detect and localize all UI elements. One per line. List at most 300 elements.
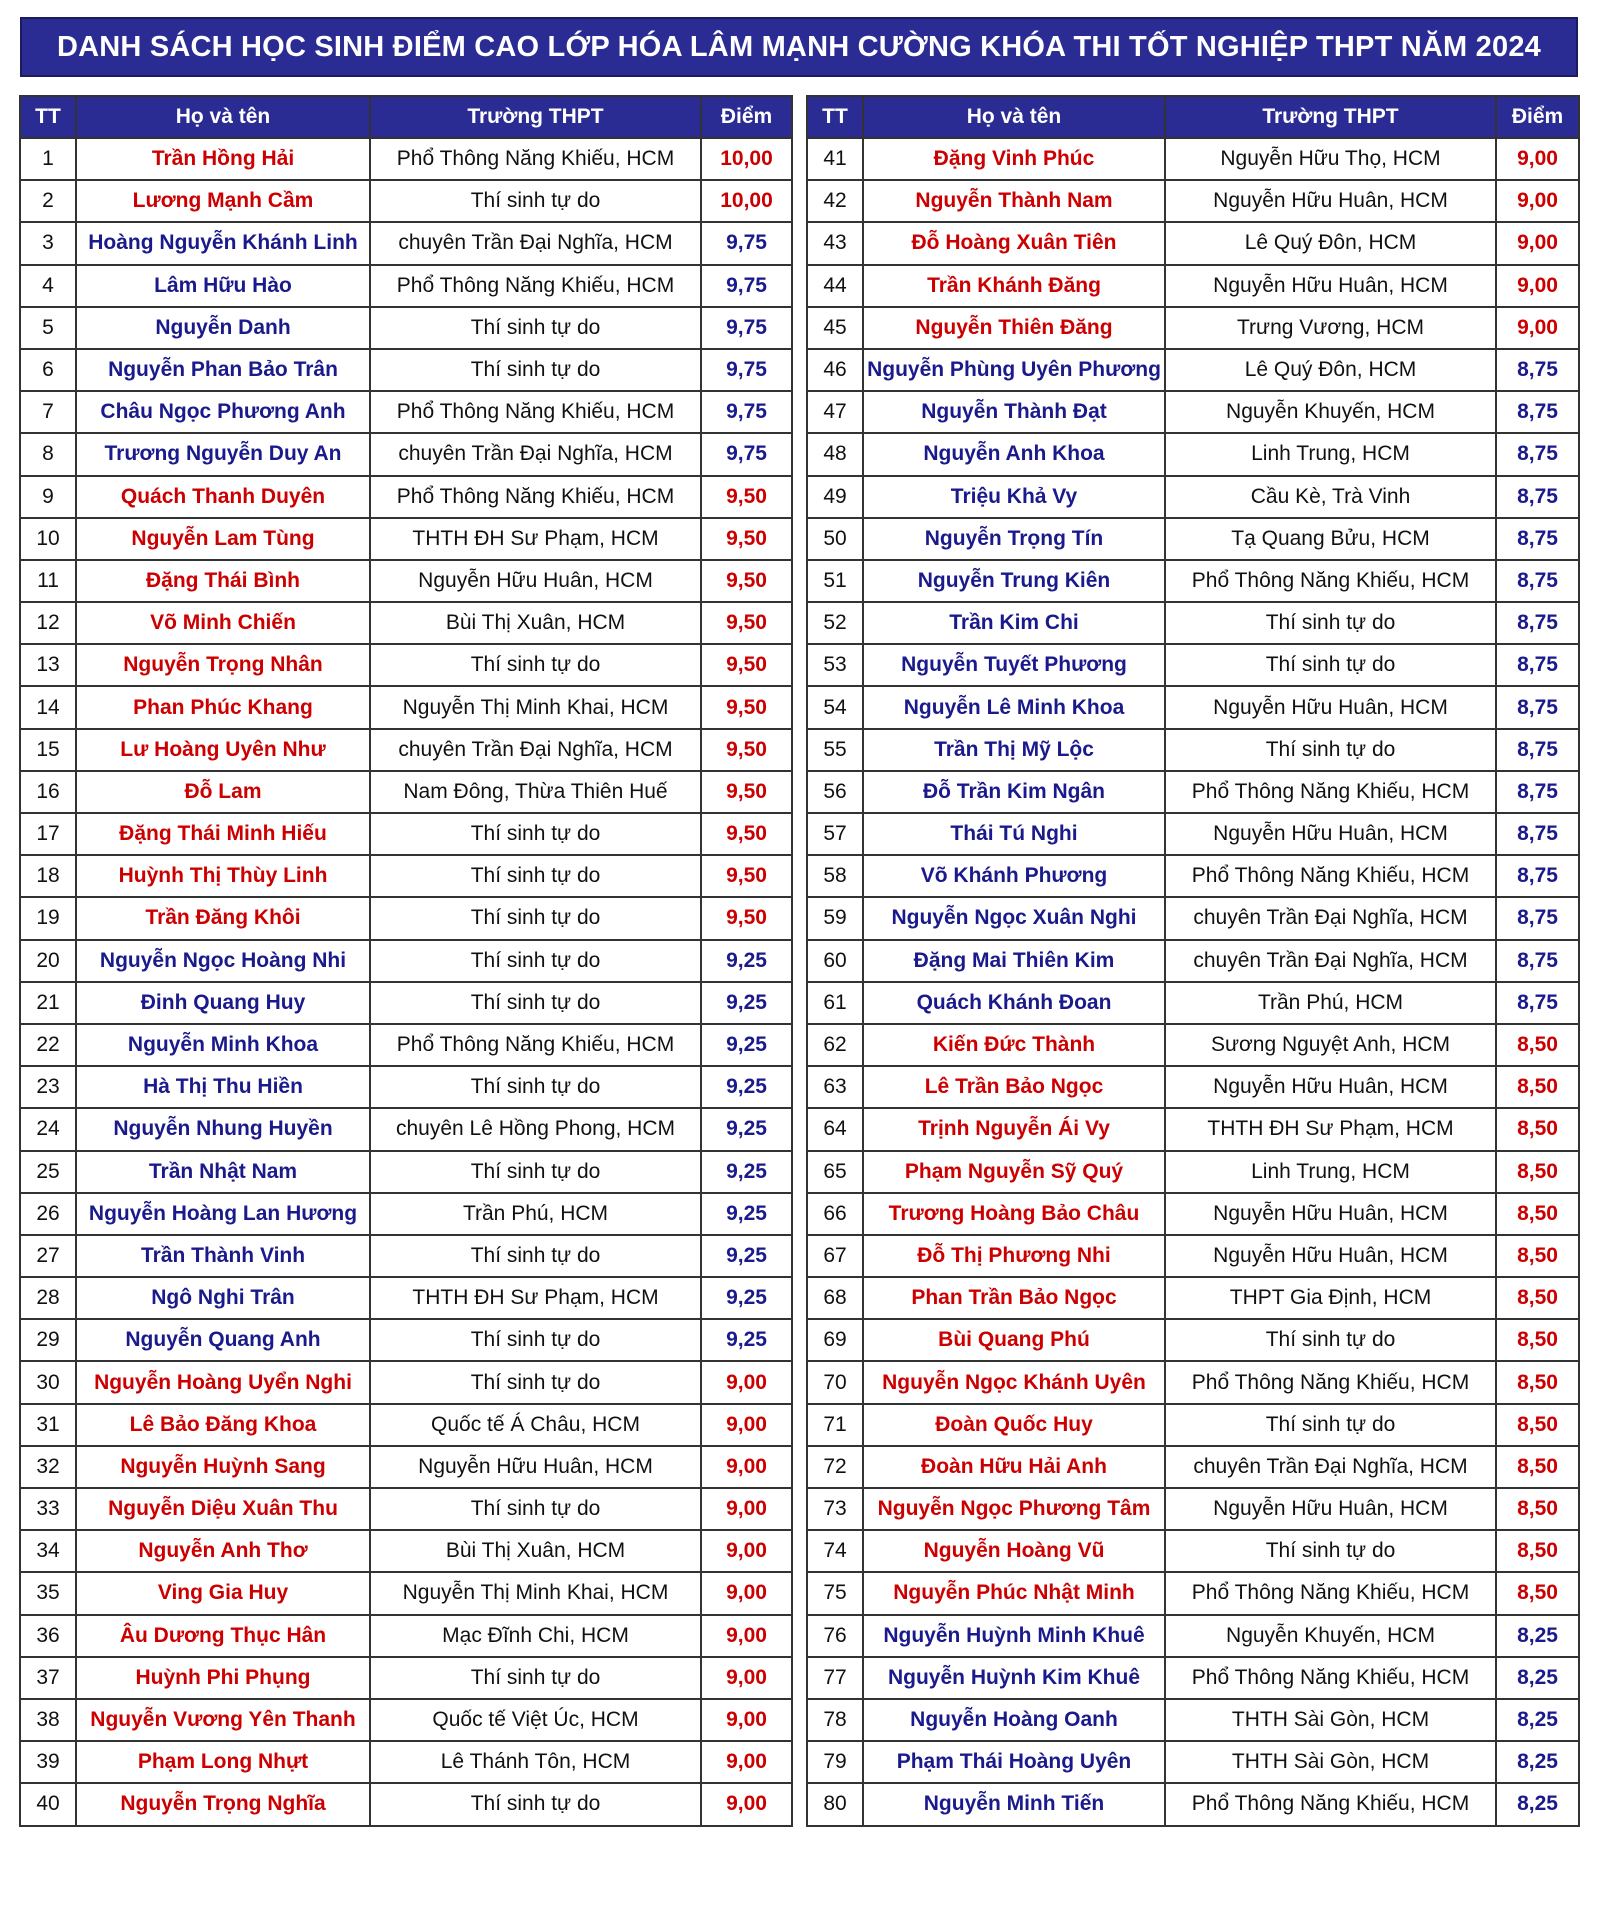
school-name: Thí sinh tự do <box>1165 644 1496 686</box>
row-number: 65 <box>807 1151 863 1193</box>
table-row <box>807 1783 1579 1825</box>
row-number: 27 <box>20 1235 76 1277</box>
score-value: 8,50 <box>1496 1572 1579 1614</box>
table-row <box>20 644 792 686</box>
table-row <box>807 686 1579 728</box>
row-number: 10 <box>20 518 76 560</box>
score-value: 8,25 <box>1496 1783 1579 1825</box>
table-row <box>807 1151 1579 1193</box>
school-name: Thí sinh tự do <box>370 1066 701 1108</box>
student-name: Trịnh Nguyễn Ái Vy <box>863 1108 1165 1150</box>
score-value: 9,25 <box>701 1193 792 1235</box>
school-name: Phổ Thông Năng Khiếu, HCM <box>1165 1361 1496 1403</box>
student-name: Nguyễn Huỳnh Minh Khuê <box>863 1615 1165 1657</box>
student-name: Quách Thanh Duyên <box>76 476 370 518</box>
student-name: Đinh Quang Huy <box>76 982 370 1024</box>
score-value: 8,75 <box>1496 982 1579 1024</box>
row-number: 58 <box>807 855 863 897</box>
row-number: 60 <box>807 940 863 982</box>
student-name: Hoàng Nguyễn Khánh Linh <box>76 222 370 264</box>
table-row <box>807 265 1579 307</box>
row-number: 76 <box>807 1615 863 1657</box>
table-row <box>20 855 792 897</box>
table-row <box>20 391 792 433</box>
school-name: Thí sinh tự do <box>370 1235 701 1277</box>
school-name: Cầu Kè, Trà Vinh <box>1165 476 1496 518</box>
school-name: Nguyễn Hữu Huân, HCM <box>1165 686 1496 728</box>
school-name: Thí sinh tự do <box>370 180 701 222</box>
student-name: Nguyễn Tuyết Phương <box>863 644 1165 686</box>
header-score: Điểm <box>1496 96 1579 138</box>
row-number: 71 <box>807 1404 863 1446</box>
score-value: 8,50 <box>1496 1235 1579 1277</box>
school-name: Nguyễn Hữu Huân, HCM <box>1165 813 1496 855</box>
score-value: 8,75 <box>1496 349 1579 391</box>
score-value: 8,75 <box>1496 391 1579 433</box>
score-value: 9,25 <box>701 1024 792 1066</box>
student-name: Nguyễn Diệu Xuân Thu <box>76 1488 370 1530</box>
table-row <box>807 855 1579 897</box>
row-number: 23 <box>20 1066 76 1108</box>
school-name: Thí sinh tự do <box>370 307 701 349</box>
score-value: 8,25 <box>1496 1741 1579 1783</box>
row-number: 54 <box>807 686 863 728</box>
row-number: 66 <box>807 1193 863 1235</box>
table-row <box>807 138 1579 180</box>
school-name: Thí sinh tự do <box>370 1783 701 1825</box>
row-number: 70 <box>807 1361 863 1403</box>
school-name: Thí sinh tự do <box>1165 729 1496 771</box>
student-name: Phạm Nguyễn Sỹ Quý <box>863 1151 1165 1193</box>
school-name: Lê Quý Đôn, HCM <box>1165 349 1496 391</box>
row-number: 28 <box>20 1277 76 1319</box>
row-number: 51 <box>807 560 863 602</box>
student-name: Nguyễn Minh Tiến <box>863 1783 1165 1825</box>
student-name: Nguyễn Lam Tùng <box>76 518 370 560</box>
school-name: Nguyễn Hữu Thọ, HCM <box>1165 138 1496 180</box>
school-name: chuyên Trần Đại Nghĩa, HCM <box>1165 1446 1496 1488</box>
student-name: Nguyễn Trọng Nghĩa <box>76 1783 370 1825</box>
table-row <box>20 180 792 222</box>
table-row <box>807 1193 1579 1235</box>
score-value: 8,50 <box>1496 1446 1579 1488</box>
table-row <box>20 686 792 728</box>
table-row <box>807 349 1579 391</box>
header-name: Họ và tên <box>76 96 370 138</box>
score-value: 8,50 <box>1496 1361 1579 1403</box>
table-row <box>20 1615 792 1657</box>
row-number: 57 <box>807 813 863 855</box>
score-value: 9,00 <box>701 1699 792 1741</box>
row-number: 52 <box>807 602 863 644</box>
school-name: Thí sinh tự do <box>1165 1530 1496 1572</box>
table-row <box>807 180 1579 222</box>
school-name: Linh Trung, HCM <box>1165 1151 1496 1193</box>
score-value: 8,50 <box>1496 1530 1579 1572</box>
row-number: 68 <box>807 1277 863 1319</box>
student-name: Nguyễn Phùng Uyên Phương <box>863 349 1165 391</box>
row-number: 36 <box>20 1615 76 1657</box>
table-row <box>807 433 1579 475</box>
score-value: 9,25 <box>701 1066 792 1108</box>
student-name: Đỗ Lam <box>76 771 370 813</box>
student-name: Trương Hoàng Bảo Châu <box>863 1193 1165 1235</box>
score-value: 9,25 <box>701 1319 792 1361</box>
school-name: Phổ Thông Năng Khiếu, HCM <box>1165 1783 1496 1825</box>
score-value: 8,75 <box>1496 560 1579 602</box>
student-name: Nguyễn Hoàng Vũ <box>863 1530 1165 1572</box>
score-value: 9,00 <box>701 1657 792 1699</box>
table-row <box>20 1108 792 1150</box>
school-name: Nguyễn Hữu Huân, HCM <box>370 1446 701 1488</box>
student-name: Nguyễn Trung Kiên <box>863 560 1165 602</box>
row-number: 19 <box>20 897 76 939</box>
school-name: chuyên Trần Đại Nghĩa, HCM <box>1165 940 1496 982</box>
table-row <box>807 476 1579 518</box>
score-value: 9,50 <box>701 686 792 728</box>
row-number: 67 <box>807 1235 863 1277</box>
school-name: Thí sinh tự do <box>370 1319 701 1361</box>
score-value: 8,75 <box>1496 771 1579 813</box>
table-row <box>807 222 1579 264</box>
row-number: 53 <box>807 644 863 686</box>
row-number: 32 <box>20 1446 76 1488</box>
row-number: 4 <box>20 265 76 307</box>
student-name: Đỗ Thị Phương Nhi <box>863 1235 1165 1277</box>
row-number: 29 <box>20 1319 76 1361</box>
school-name: Trưng Vương, HCM <box>1165 307 1496 349</box>
score-value: 9,75 <box>701 307 792 349</box>
student-table-right <box>806 95 1580 1827</box>
student-name: Nguyễn Ngọc Hoàng Nhi <box>76 940 370 982</box>
score-value: 9,00 <box>701 1361 792 1403</box>
school-name: Nguyễn Hữu Huân, HCM <box>1165 1066 1496 1108</box>
score-value: 9,25 <box>701 940 792 982</box>
school-name: Phổ Thông Năng Khiếu, HCM <box>370 265 701 307</box>
table-row <box>20 1699 792 1741</box>
row-number: 6 <box>20 349 76 391</box>
row-number: 73 <box>807 1488 863 1530</box>
row-number: 25 <box>20 1151 76 1193</box>
student-name: Đoàn Quốc Huy <box>863 1404 1165 1446</box>
score-value: 8,75 <box>1496 729 1579 771</box>
school-name: Nguyễn Hữu Huân, HCM <box>1165 1488 1496 1530</box>
table-row <box>20 729 792 771</box>
score-value: 9,75 <box>701 433 792 475</box>
table-row <box>807 644 1579 686</box>
school-name: THTH ĐH Sư Phạm, HCM <box>370 518 701 560</box>
row-number: 42 <box>807 180 863 222</box>
table-row <box>807 602 1579 644</box>
row-number: 13 <box>20 644 76 686</box>
row-number: 75 <box>807 1572 863 1614</box>
table-row <box>807 1741 1579 1783</box>
score-value: 8,50 <box>1496 1319 1579 1361</box>
table-row <box>20 1151 792 1193</box>
score-value: 8,50 <box>1496 1488 1579 1530</box>
score-value: 8,75 <box>1496 518 1579 560</box>
score-value: 9,50 <box>701 560 792 602</box>
school-name: Nguyễn Khuyến, HCM <box>1165 391 1496 433</box>
score-value: 9,00 <box>701 1741 792 1783</box>
score-value: 9,00 <box>701 1488 792 1530</box>
row-number: 78 <box>807 1699 863 1741</box>
table-row <box>20 307 792 349</box>
student-name: Nguyễn Trọng Tín <box>863 518 1165 560</box>
table-row <box>807 729 1579 771</box>
student-name: Nguyễn Vương Yên Thanh <box>76 1699 370 1741</box>
student-name: Nguyễn Phan Bảo Trân <box>76 349 370 391</box>
school-name: Nguyễn Hữu Huân, HCM <box>1165 180 1496 222</box>
table-row <box>807 1108 1579 1150</box>
school-name: Nguyễn Thị Minh Khai, HCM <box>370 686 701 728</box>
school-name: THPT Gia Định, HCM <box>1165 1277 1496 1319</box>
school-name: Thí sinh tự do <box>370 1151 701 1193</box>
table-row <box>20 1235 792 1277</box>
student-name: Huỳnh Thị Thùy Linh <box>76 855 370 897</box>
student-name: Đoàn Hữu Hải Anh <box>863 1446 1165 1488</box>
row-number: 3 <box>20 222 76 264</box>
student-name: Nguyễn Thiên Đăng <box>863 307 1165 349</box>
student-name: Nguyễn Ngọc Khánh Uyên <box>863 1361 1165 1403</box>
score-value: 9,00 <box>701 1783 792 1825</box>
student-name: Lư Hoàng Uyên Như <box>76 729 370 771</box>
school-name: Sương Nguyệt Anh, HCM <box>1165 1024 1496 1066</box>
school-name: Lê Quý Đôn, HCM <box>1165 222 1496 264</box>
score-value: 9,50 <box>701 897 792 939</box>
score-value: 9,50 <box>701 813 792 855</box>
score-value: 9,00 <box>1496 265 1579 307</box>
header-school: Trường THPT <box>1165 96 1496 138</box>
school-name: Mạc Đĩnh Chi, HCM <box>370 1615 701 1657</box>
row-number: 35 <box>20 1572 76 1614</box>
score-value: 10,00 <box>701 138 792 180</box>
row-number: 18 <box>20 855 76 897</box>
score-value: 8,50 <box>1496 1277 1579 1319</box>
header-score: Điểm <box>701 96 792 138</box>
school-name: Tạ Quang Bửu, HCM <box>1165 518 1496 560</box>
school-name: Thí sinh tự do <box>1165 1404 1496 1446</box>
school-name: Phổ Thông Năng Khiếu, HCM <box>1165 855 1496 897</box>
score-value: 8,50 <box>1496 1193 1579 1235</box>
table-row <box>20 560 792 602</box>
row-number: 62 <box>807 1024 863 1066</box>
school-name: Thí sinh tự do <box>370 982 701 1024</box>
row-number: 31 <box>20 1404 76 1446</box>
student-name: Nguyễn Quang Anh <box>76 1319 370 1361</box>
table-row <box>20 940 792 982</box>
table-row <box>20 1741 792 1783</box>
school-name: Thí sinh tự do <box>370 1657 701 1699</box>
score-value: 8,25 <box>1496 1615 1579 1657</box>
student-name: Âu Dương Thục Hân <box>76 1615 370 1657</box>
header-tt: TT <box>807 96 863 138</box>
row-number: 2 <box>20 180 76 222</box>
student-name: Nguyễn Minh Khoa <box>76 1024 370 1066</box>
student-name: Nguyễn Ngọc Phương Tâm <box>863 1488 1165 1530</box>
student-name: Phạm Long Nhựt <box>76 1741 370 1783</box>
student-name: Đặng Vinh Phúc <box>863 138 1165 180</box>
row-number: 30 <box>20 1361 76 1403</box>
student-name: Phan Phúc Khang <box>76 686 370 728</box>
score-value: 9,25 <box>701 1151 792 1193</box>
score-value: 8,50 <box>1496 1108 1579 1150</box>
table-row <box>807 1488 1579 1530</box>
row-number: 24 <box>20 1108 76 1150</box>
school-name: Phổ Thông Năng Khiếu, HCM <box>370 476 701 518</box>
table-row <box>807 1066 1579 1108</box>
school-name: THTH ĐH Sư Phạm, HCM <box>370 1277 701 1319</box>
student-name: Thái Tú Nghi <box>863 813 1165 855</box>
table-row <box>807 1235 1579 1277</box>
student-name: Nguyễn Nhung Huyền <box>76 1108 370 1150</box>
table-row <box>807 982 1579 1024</box>
row-number: 48 <box>807 433 863 475</box>
school-name: Bùi Thị Xuân, HCM <box>370 602 701 644</box>
student-name: Trần Thành Vinh <box>76 1235 370 1277</box>
table-row <box>20 265 792 307</box>
student-name: Trần Kim Chi <box>863 602 1165 644</box>
table-row <box>807 1615 1579 1657</box>
school-name: Phổ Thông Năng Khiếu, HCM <box>370 138 701 180</box>
student-name: Đặng Thái Minh Hiếu <box>76 813 370 855</box>
student-name: Nguyễn Hoàng Oanh <box>863 1699 1165 1741</box>
score-value: 8,25 <box>1496 1699 1579 1741</box>
table-row <box>20 1572 792 1614</box>
row-number: 37 <box>20 1657 76 1699</box>
school-name: Quốc tế Á Châu, HCM <box>370 1404 701 1446</box>
table-row <box>20 1193 792 1235</box>
student-name: Châu Ngọc Phương Anh <box>76 391 370 433</box>
row-number: 22 <box>20 1024 76 1066</box>
school-name: chuyên Trần Đại Nghĩa, HCM <box>370 433 701 475</box>
score-value: 9,00 <box>1496 307 1579 349</box>
row-number: 77 <box>807 1657 863 1699</box>
student-name: Trương Nguyễn Duy An <box>76 433 370 475</box>
student-name: Phan Trần Bảo Ngọc <box>863 1277 1165 1319</box>
school-name: Thí sinh tự do <box>370 855 701 897</box>
table-row <box>20 1319 792 1361</box>
header-school: Trường THPT <box>370 96 701 138</box>
table-row <box>807 307 1579 349</box>
student-name: Nguyễn Thành Nam <box>863 180 1165 222</box>
school-name: Thí sinh tự do <box>370 940 701 982</box>
score-value: 8,75 <box>1496 940 1579 982</box>
table-header-row <box>807 96 1579 138</box>
school-name: chuyên Trần Đại Nghĩa, HCM <box>370 222 701 264</box>
school-name: chuyên Trần Đại Nghĩa, HCM <box>370 729 701 771</box>
row-number: 21 <box>20 982 76 1024</box>
table-row <box>20 1530 792 1572</box>
student-name: Nguyễn Hoàng Lan Hương <box>76 1193 370 1235</box>
school-name: Nguyễn Thị Minh Khai, HCM <box>370 1572 701 1614</box>
table-row <box>20 1488 792 1530</box>
table-row <box>807 940 1579 982</box>
table-row <box>20 138 792 180</box>
student-name: Lê Trần Bảo Ngọc <box>863 1066 1165 1108</box>
table-row <box>20 518 792 560</box>
table-row <box>20 602 792 644</box>
table-row <box>20 771 792 813</box>
table-row <box>20 1024 792 1066</box>
student-name: Nguyễn Huỳnh Kim Khuê <box>863 1657 1165 1699</box>
table-row <box>807 897 1579 939</box>
score-value: 8,25 <box>1496 1657 1579 1699</box>
school-name: Thí sinh tự do <box>370 349 701 391</box>
row-number: 5 <box>20 307 76 349</box>
school-name: Nguyễn Khuyến, HCM <box>1165 1615 1496 1657</box>
school-name: Nguyễn Hữu Huân, HCM <box>370 560 701 602</box>
school-name: chuyên Lê Hồng Phong, HCM <box>370 1108 701 1150</box>
table-row <box>20 1446 792 1488</box>
row-number: 64 <box>807 1108 863 1150</box>
school-name: Thí sinh tự do <box>370 1488 701 1530</box>
table-row <box>807 1699 1579 1741</box>
score-value: 9,25 <box>701 1277 792 1319</box>
score-value: 9,75 <box>701 265 792 307</box>
table-row <box>807 1446 1579 1488</box>
school-name: Phổ Thông Năng Khiếu, HCM <box>1165 1657 1496 1699</box>
score-value: 9,75 <box>701 222 792 264</box>
school-name: Thí sinh tự do <box>370 644 701 686</box>
score-value: 8,75 <box>1496 476 1579 518</box>
school-name: Phổ Thông Năng Khiếu, HCM <box>1165 560 1496 602</box>
score-value: 9,00 <box>701 1404 792 1446</box>
school-name: Nguyễn Hữu Huân, HCM <box>1165 1193 1496 1235</box>
score-value: 10,00 <box>701 180 792 222</box>
student-name: Quách Khánh Đoan <box>863 982 1165 1024</box>
row-number: 7 <box>20 391 76 433</box>
score-value: 8,75 <box>1496 602 1579 644</box>
score-value: 9,50 <box>701 602 792 644</box>
row-number: 72 <box>807 1446 863 1488</box>
score-value: 9,50 <box>701 644 792 686</box>
row-number: 38 <box>20 1699 76 1741</box>
row-number: 61 <box>807 982 863 1024</box>
row-number: 50 <box>807 518 863 560</box>
score-value: 9,50 <box>701 518 792 560</box>
student-name: Lê Bảo Đăng Khoa <box>76 1404 370 1446</box>
student-name: Ngô Nghi Trân <box>76 1277 370 1319</box>
score-value: 8,75 <box>1496 433 1579 475</box>
student-name: Đỗ Trần Kim Ngân <box>863 771 1165 813</box>
row-number: 49 <box>807 476 863 518</box>
school-name: Lê Thánh Tôn, HCM <box>370 1741 701 1783</box>
school-name: Phổ Thông Năng Khiếu, HCM <box>370 391 701 433</box>
row-number: 47 <box>807 391 863 433</box>
student-name: Phạm Thái Hoàng Uyên <box>863 1741 1165 1783</box>
score-value: 9,75 <box>701 391 792 433</box>
table-row <box>20 1066 792 1108</box>
student-name: Nguyễn Lê Minh Khoa <box>863 686 1165 728</box>
score-value: 8,50 <box>1496 1024 1579 1066</box>
school-name: Trần Phú, HCM <box>370 1193 701 1235</box>
table-row <box>20 476 792 518</box>
table-row <box>20 349 792 391</box>
school-name: chuyên Trần Đại Nghĩa, HCM <box>1165 897 1496 939</box>
score-value: 9,00 <box>701 1446 792 1488</box>
school-name: THTH Sài Gòn, HCM <box>1165 1699 1496 1741</box>
school-name: Thí sinh tự do <box>370 897 701 939</box>
score-value: 8,75 <box>1496 686 1579 728</box>
row-number: 39 <box>20 1741 76 1783</box>
row-number: 74 <box>807 1530 863 1572</box>
score-value: 9,00 <box>701 1530 792 1572</box>
score-value: 8,50 <box>1496 1066 1579 1108</box>
score-value: 8,75 <box>1496 813 1579 855</box>
score-value: 9,00 <box>1496 138 1579 180</box>
student-name: Võ Minh Chiến <box>76 602 370 644</box>
